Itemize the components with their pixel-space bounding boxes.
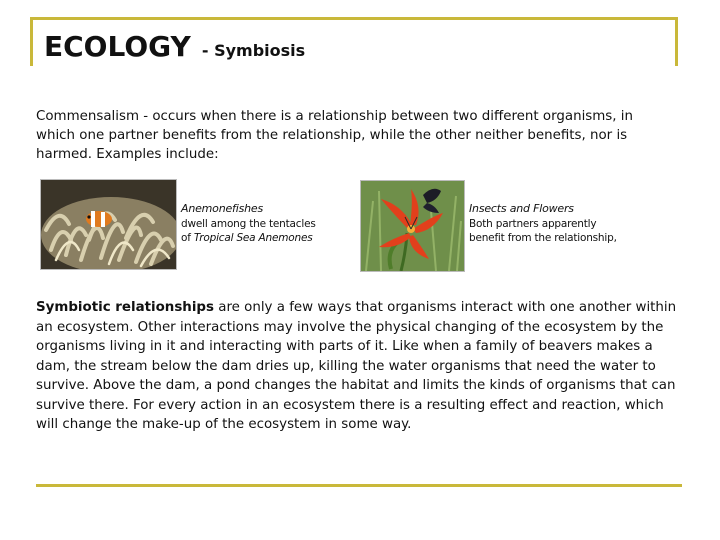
caption-anemonefishes [181,202,356,245]
title-sub: - Symbiosis [201,41,306,60]
frame-left-line [30,17,33,66]
anemonefish-photo [40,179,177,270]
body-text: are only a few ways that organisms interact with one another within an ecosystem. Other interactions may involve the physical changing of the ecosystem by the organisms living in it and interacting with parts of it. Like when a family of beavers makes a dam, the stream below the dam dries up, killing the water organisms that need the water to survive. Above the dam, a pond changes the habitat and limits the kinds of organisms that can survive there. For every action in an ecosystem there is a resulting effect and reaction, which will change the make-up of the ecosystem in some way. [36,300,677,432]
frame-right-line [675,17,678,66]
caption-line-italic: Tropical Sea Anemones [193,232,313,244]
frame-top-line [30,17,678,20]
caption-title: Anemonefishes [181,202,263,215]
caption-line: benefit from the relationship, [469,232,617,244]
caption-insects-flowers [469,202,669,245]
frame-bottom-line [36,484,682,487]
body-paragraph [36,298,678,435]
caption-title: Insects and Flowers [469,202,574,215]
title-main: ECOLOGY [44,30,191,63]
caption-line: dwell among the tentacles [181,218,316,230]
insect-flower-photo [360,180,465,272]
caption-line: of [181,232,194,244]
body-term: Symbiotic relationships [36,300,214,315]
caption-line: Both partners apparently [469,218,597,230]
slide-title [44,30,305,63]
intro-text: - occurs when there is a relationship between two different organisms, in which one partner benefits from the relationship, while the other neither benefits, nor is harmed. Examples include: [36,109,634,162]
intro-term: Commensalism [36,109,139,124]
intro-paragraph [36,107,676,164]
